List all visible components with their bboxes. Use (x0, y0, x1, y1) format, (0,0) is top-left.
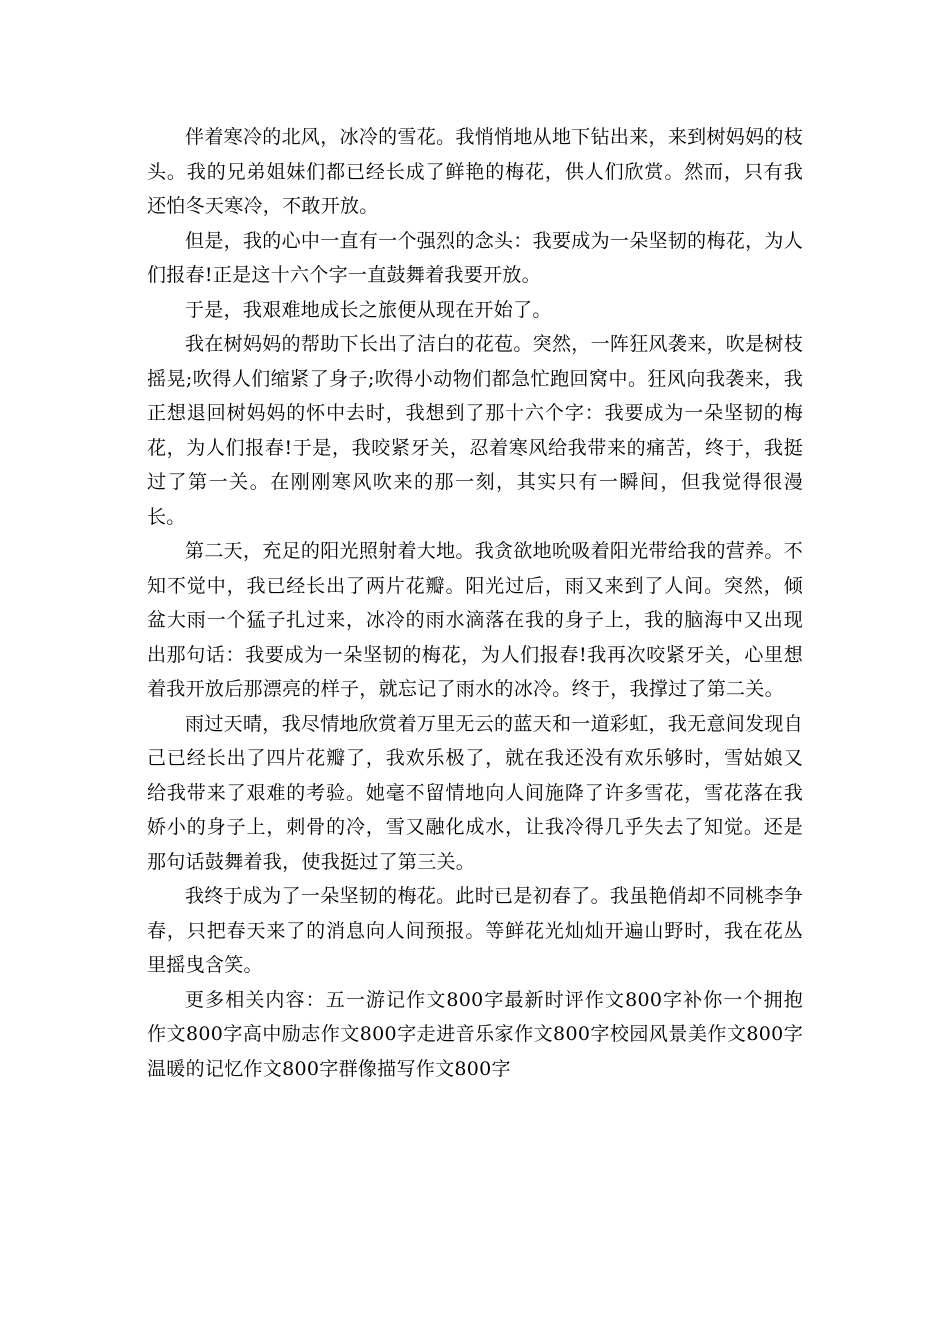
paragraph: 但是，我的心中一直有一个强烈的念头：我要成为一朵坚韧的梅花，为人们报春!正是这十六个字一直鼓舞着我要开放。 (147, 229, 803, 286)
related-content-paragraph: 更多相关内容：五一游记作文800字最新时评作文800字补你一个拥抱 作文800字高中励志作文800字走进音乐家作文800字校园风景美作文800字温暖的记忆作文800字群像描写作文800字 (147, 988, 803, 1080)
paragraph: 雨过天晴，我尽情地欣赏着万里无云的蓝天和一道彩虹，我无意间发现自己已经长出了四片花瓣了，我欢乐极了，就在我还没有欢乐够时，雪姑娘又给我带来了艰难的考验。她毫不留情地向人间施降了许多雪花，雪花落在我娇小的身子上，刺骨的冷，雪又融化成水，让我冷得几乎失去了知觉。还是那句话鼓舞着我，使我挺过了第三关。 (147, 712, 803, 873)
paragraph: 第二天，充足的阳光照射着大地。我贪欲地吮吸着阳光带给我的营养。不知不觉中，我已经长出了两片花瓣。阳光过后，雨又来到了人间。突然，倾盆大雨一个猛子扎过来，冰冷的雨水滴落在我的身子上，我的脑海中又出现出那句话：我要成为一朵坚韧的梅花，为人们报春!我再次咬紧牙关，心里想着我开放后那漂亮的样子，就忘记了雨水的冰冷。终于，我撑过了第二关。 (147, 540, 803, 700)
paragraph: 伴着寒冷的北风，冰冷的雪花。我悄悄地从地下钻出来，来到树妈妈的枝头。我的兄弟姐妹们都已经长成了鲜艳的梅花，供人们欣赏。然而，只有我还怕冬天寒冷，不敢开放。 (147, 126, 803, 217)
paragraph: 我在树妈妈的帮助下长出了洁白的花苞。突然，一阵狂风袭来，吹是树枝摇晃;吹得人们缩紧了身子;吹得小动物们都急忙跑回窝中。狂风向我袭来，我正想退回树妈妈的怀中去时，我想到了那十六个字：我要成为一朵坚韧的梅花，为人们报春!于是，我咬紧牙关，忍着寒风给我带来的痛苦，终于，我挺过了第一关。在刚刚寒风吹来的那一刻，其实只有一瞬间，但我觉得很漫长。 (147, 333, 803, 528)
document-body (147, 120, 803, 1086)
paragraph: 我终于成为了一朵坚韧的梅花。此时已是初春了。我虽艳俏却不同桃李争春，只把春天来了的消息向人间预报。等鲜花光灿灿开遍山野时，我在花丛里摇曳含笑。 (147, 885, 803, 976)
paragraph: 于是，我艰难地成长之旅便从现在开始了。 (185, 298, 552, 321)
